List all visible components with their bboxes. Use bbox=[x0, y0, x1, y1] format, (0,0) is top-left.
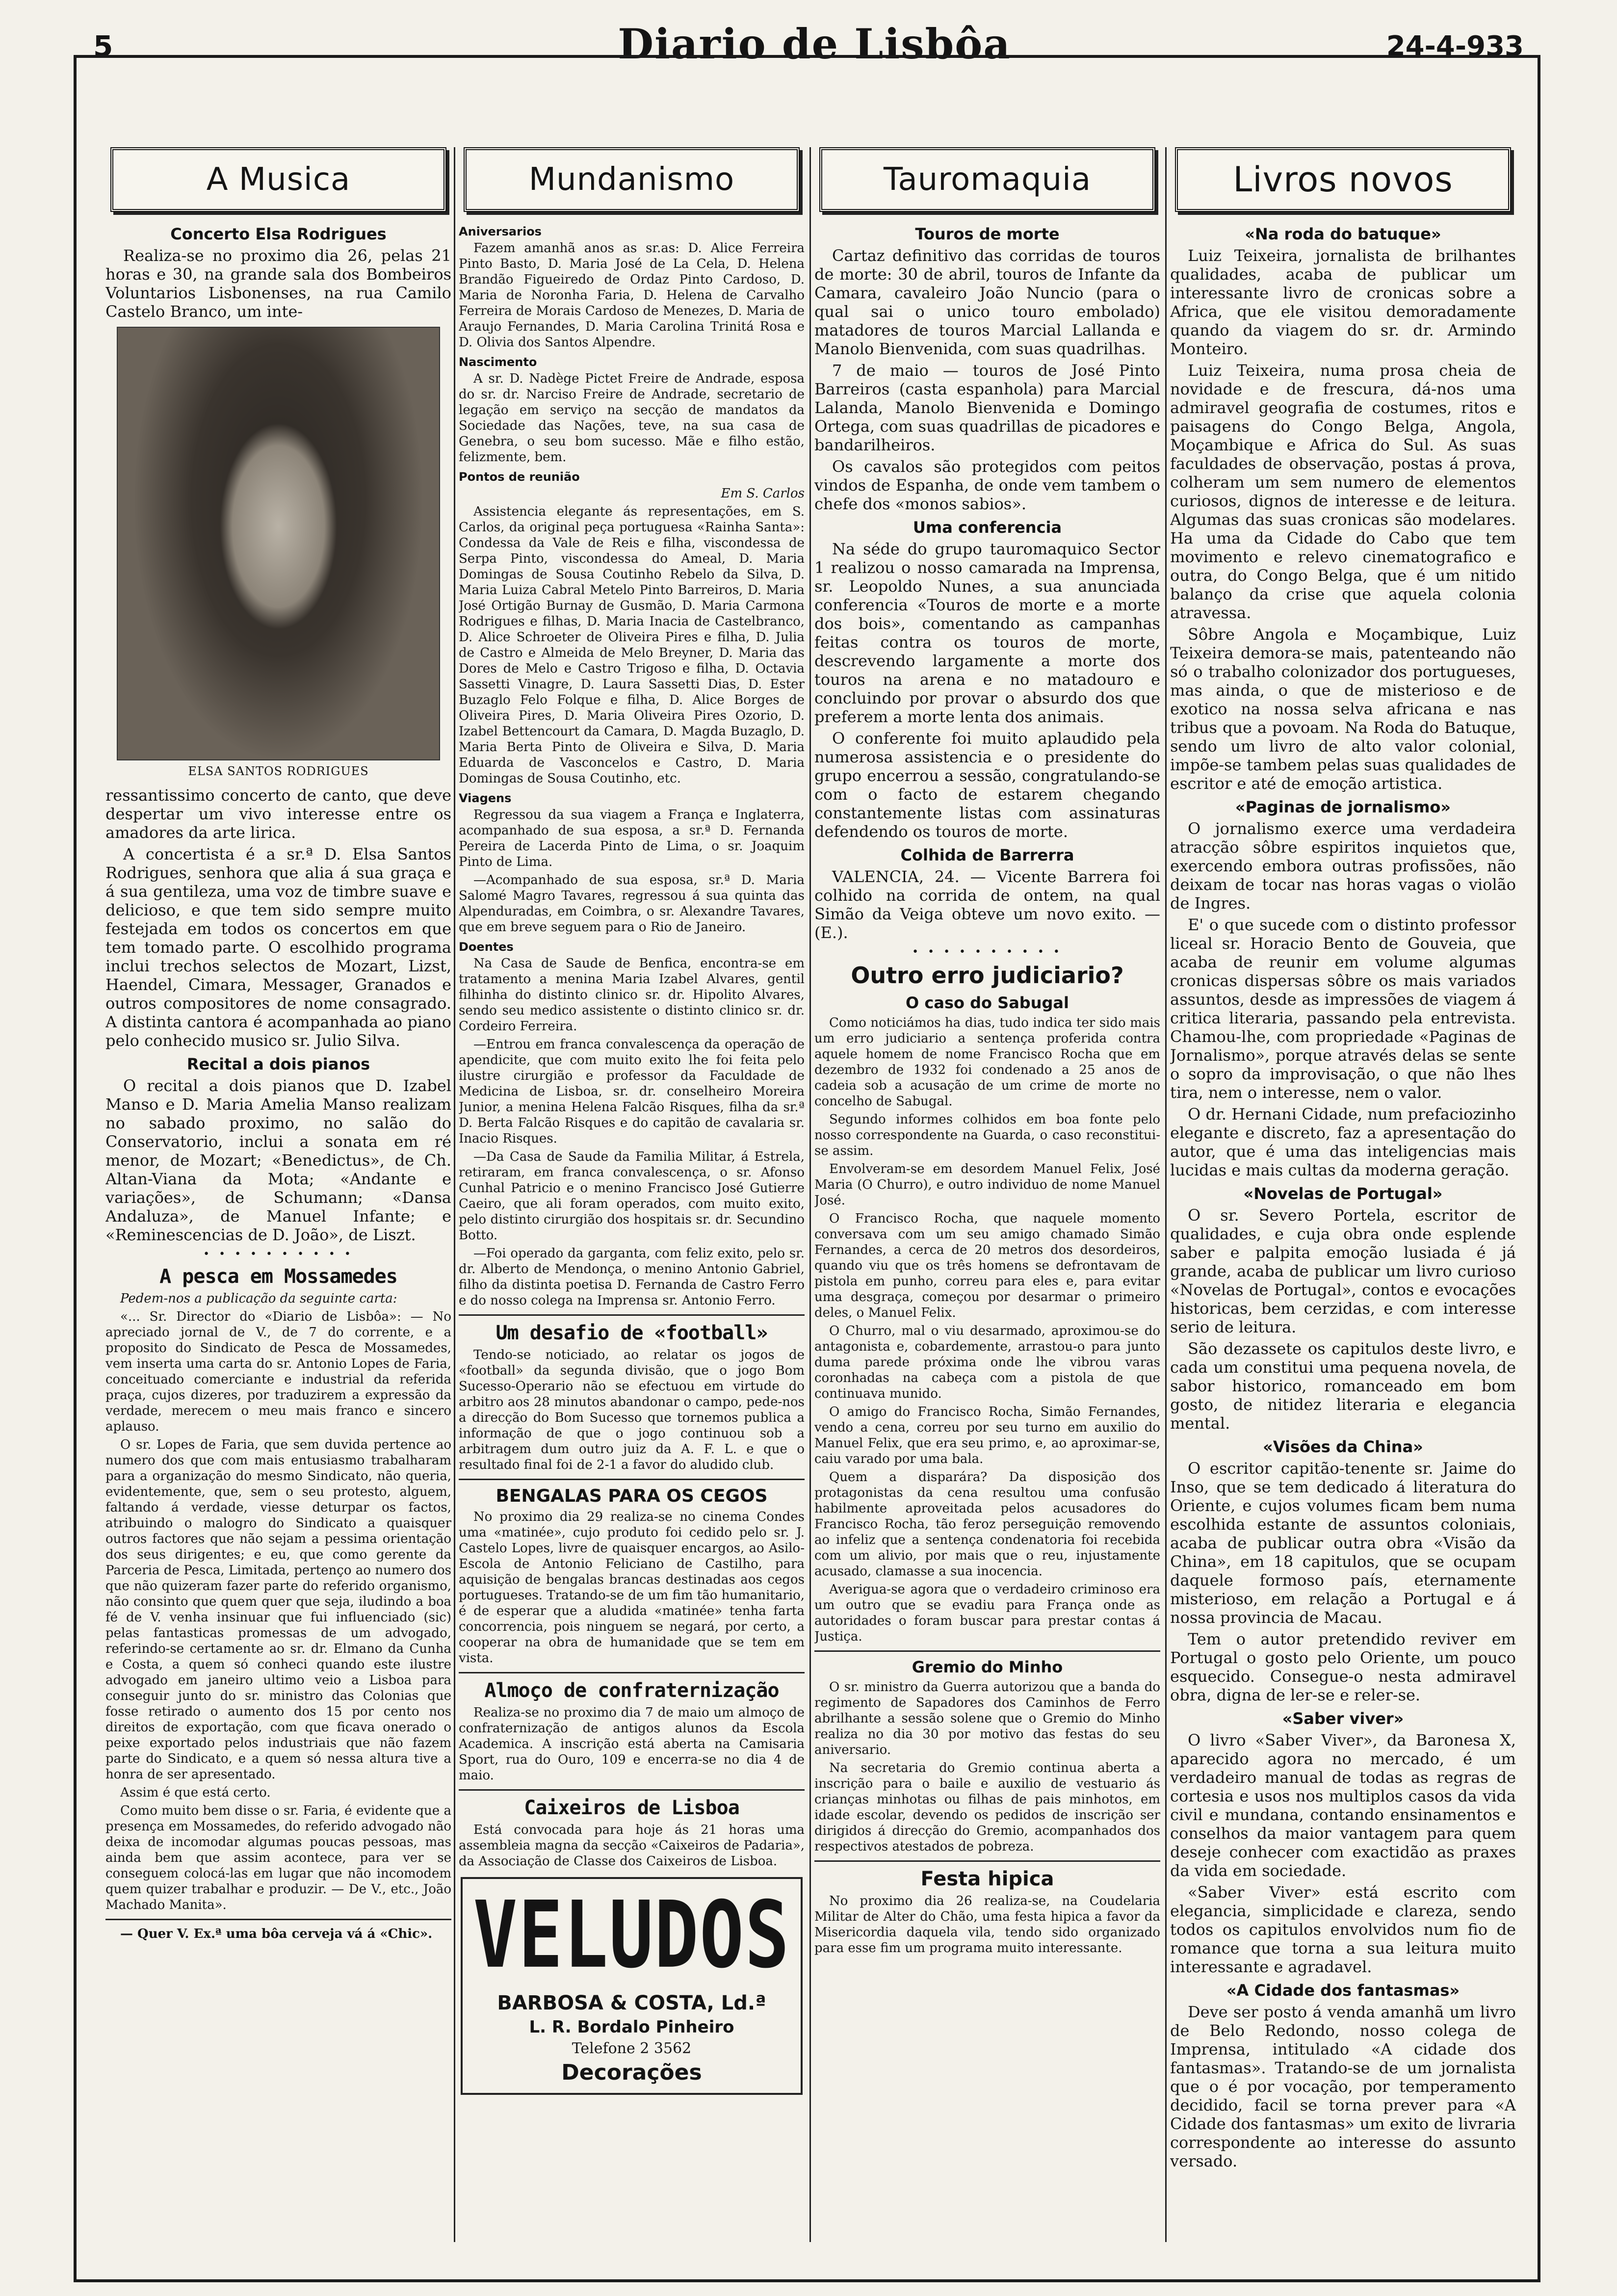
paragraph: Pedem-nos a publicação da seguinte carta: bbox=[120, 1291, 397, 1306]
page-number: 5 bbox=[93, 29, 113, 63]
column-divider bbox=[454, 147, 455, 2242]
article-title: «Saber viver» bbox=[1282, 1709, 1404, 1728]
article-subtitle: O caso do Sabugal bbox=[906, 993, 1069, 1012]
section-label: Doentes bbox=[459, 940, 514, 954]
paragraph: O dr. Hernani Cidade, num prefaciozinho elegante e discreto, faz a apresentação do autor, que é uma das inteligencias mais lucidas e mais cultas da moderna geração. bbox=[1170, 1105, 1516, 1179]
ad-phone: Telefone 2 3562 bbox=[572, 2040, 692, 2057]
section-header-musica: A Musica bbox=[110, 147, 446, 212]
paragraph: Luiz Teixeira, jornalista de brilhantes qualidades, acaba de publicar um interessante livro de cronicas sobre a Africa, que ele visitou demoradamente quando da viagem do sr. dr. Armindo Monteiro. bbox=[1170, 246, 1516, 358]
paragraph: Como noticiámos ha dias, tudo indica ter sido mais um erro judiciario a sentença proferida contra aquele homem de nome Francisco Rocha que em dezembro de 1932 foi condenado a 25 anos de cadeia sob a acusação de um crime de morte no concelho de Sabugal. bbox=[814, 1016, 1160, 1109]
paragraph: O sr. ministro da Guerra autorizou que a banda do regimento de Sapadores dos Caminhos de Ferro abrilhante a sessão solene que o Gremio do Minho realiza no dia 30 por motivo das festas do seu aniversario. bbox=[814, 1680, 1160, 1757]
paragraph: Averigua-se agora que o verdadeiro criminoso era um outro que se evadiu para França onde as autoridades o foram buscar para prestar contas á Justiça. bbox=[814, 1582, 1160, 1644]
divider bbox=[459, 1314, 805, 1316]
article-title: «A Cidade dos fantasmas» bbox=[1226, 1981, 1460, 2000]
column-divider bbox=[809, 147, 811, 2242]
divider bbox=[459, 1789, 805, 1791]
article-title: «Novelas de Portugal» bbox=[1243, 1184, 1443, 1203]
paragraph: Na secretaria do Gremio continua aberta a inscrição para o baile e auxilio de vestuario ás crianças minhotas ou filhas de pais minhotos, em idade escolar, devendo os pedidos de inscrição ser dirigidos á direcção do Gremio, acompanhados dos respectivos atestados de pobreza. bbox=[814, 1761, 1160, 1854]
ornament-divider: • • • • • • • • • • bbox=[912, 946, 1063, 958]
paragraph: Os cavalos são protegidos com peitos vindos de Espanha, de onde vem tambem o chefe dos «monos sabios». bbox=[814, 457, 1160, 513]
paragraph: Fazem amanhã anos as sr.as: D. Alice Ferreira Pinto Basto, D. Maria José de La Cela, D. Helena Brandão Figueiredo de Ordaz Pinto Cardoso, D. Maria de Noronha Faria, D. Helena de Carvalho Ferreira de Morais Cardoso de Menezes, D. Maria de Araujo Fernandes, D. Maria Carolina Trinitá Rosa e D. Olivia dos Santos Alpendre. bbox=[459, 241, 805, 350]
masthead bbox=[0, 0, 1617, 68]
article-title: Gremio do Minho bbox=[912, 1658, 1063, 1676]
advertisement bbox=[461, 1877, 803, 2095]
divider bbox=[105, 1919, 451, 1920]
paragraph: ressantissimo concerto de canto, que deve despertar um vivo interesse entre os amadores da arte lirica. bbox=[105, 786, 451, 842]
paragraph: Assistencia elegante ás representações, em S. Carlos, da original peça portuguesa «Rainha Santa»: Condessa da Vale de Reis e filha, viscondessa de Serpa Pinto, viscondessa do Ameal, D. Maria Domingas de Sousa Coutinho Rebelo da Silva, D. Maria Luiza Cabral Metelo Pinto Barreiros, D. Maria José Ortigão Burnay de Gusmão, D. Maria Carmona Rodrigues e filhas, D. Maria Inacia de Castelbranco, D. Alice Schroeter de Oliveira Pires e filha, D. Julia de Castro e Almeida de Melo Breyner, D. Maria das Dores de Melo e Castro Trigoso e filha, D. Octavia Sassetti Vinagre, D. Laura Sassetti Dias, D. Ester Buzaglo Felo Folque e filha, D. Alice Borges de Oliveira Pires, D. Maria Oliveira Pires Ozorio, D. Izabel Bettencourt da Camara, D. Magda Buzaglo, D. Maria Berta Pinto de Oliveira e Silva, D. Maria Eduarda de Vasconcelos e Castro, D. Maria Domingas de Sousa Coutinho, etc. bbox=[459, 504, 805, 786]
paragraph: VALENCIA, 24. — Vicente Barrera foi colhido na corrida de ontem, na qual Simão da Veiga obteve um novo exito. — (E.). bbox=[814, 867, 1160, 942]
paragraph: O Francisco Rocha, que naquele momento conversava com um seu amigo chamado Simão Fernandes, a cerca de 20 metros dos desordeiros, quando viu que os três homens se defrontavam de pistola em punho, correu para eles e, para evitar uma desgraça, começou por desarmar o primeiro deles, o Manuel Felix. bbox=[814, 1211, 1160, 1320]
column-musica bbox=[105, 123, 451, 2252]
paragraph: Cartaz definitivo das corridas de touros de morte: 30 de abril, touros de Infante da Camara, cavaleiro João Nuncio (para o qual sai o unico touro embolado) matadores de touros Marcial Lallanda e Manolo Bienvenida, com suas quadrilhas. bbox=[814, 246, 1160, 358]
paragraph: O sr. Lopes de Faria, que sem duvida pertence ao numero dos que com mais entusiasmo trabalharam para a organização do mesmo Sindicato, não queria, evidentemente, que, sem o seu protesto, alguem, faltando á verdade, viesse deturpar os factos, atribuindo o malogro do Sindicato a quaisquer outros factores que não sejam a pessima orientação dos seus dirigentes; e eu, que como gerente da Parceria de Pesca, Limitada, pertenço ao numero dos que não quizeram fazer parte do referido organismo, não consinto que quem quer que seja, iludindo a boa fé de V. venha insinuar que fui influenciado (sic) pelas fantasticas promessas de um advogado, referindo-se certamente ao sr. dr. Elmano da Cunha e Costa, a quem só conheci quando este ilustre advogado em janeiro ultimo veio a Lisboa para conseguir junto do sr. ministro das Colonias que fosse retirado o aumento dos 15 por cento nos direitos de exportação, com que ficava onerado o peixe exportado pelos industriais que não fazem parte do Sindicato, e a quem só nessa altura tive a honra de ser apresentado. bbox=[105, 1437, 451, 1782]
article-title: Colhida de Barrerra bbox=[900, 846, 1074, 864]
paragraph: 7 de maio — touros de José Pinto Barreiros (casta espanhola) para Marcial Lalanda, Manolo Bienvenida e Domingo Ortega, com suas quadrillas de picadores e bandarilheiros. bbox=[814, 361, 1160, 454]
article-title: Recital a dois pianos bbox=[186, 1055, 370, 1073]
column-divider bbox=[1165, 147, 1167, 2242]
paragraph: Realiza-se no proximo dia 26, pelas 21 horas e 30, na grande sala dos Bombeiros Voluntarios Lisbonenses, na rua Camilo Castelo Branco, um inte- bbox=[105, 246, 451, 321]
paragraph: —Acompanhado de sua esposa, sr.ª D. Maria Salomé Magro Tavares, regressou á sua quinta das Alpenduradas, em Coimbra, o sr. Alexandre Tavares, que em breve seguem para o Rio de Janeiro. bbox=[459, 873, 805, 935]
paragraph: Deve ser posto á venda amanhã um livro de Belo Redondo, nosso colega de Imprensa, intitulado «A cidade dos fantasmas». Tratando-se de um jornalista que o é por vocação, por temperamento decidido, facil se torna prever para «A Cidade dos fantasmas» um exito de livraria correspondente ao interesse do assunto versado. bbox=[1170, 2003, 1516, 2170]
section-header-tauromaquia: Tauromaquia bbox=[819, 147, 1155, 212]
divider bbox=[814, 1860, 1160, 1862]
paragraph: «... Sr. Director do «Diario de Lisbôa»: — No apreciado jornal de V., de 7 do corrente, e a proposito do Sindicato de Pesca de Mossamedes, vem inserta uma carta do sr. Antonio Lopes de Faria, conceituado comerciante e industrial da referida praça, cujos dizeres, por traduzirem a expressão da verdade, merecem o meu mais franco e sincero aplauso. bbox=[105, 1309, 451, 1434]
paragraph: —Da Casa de Saude da Familia Militar, á Estrela, retiraram, em franca convalescença, o sr. Afonso Cunhal Patricio e o menino Francisco José Gutierre Caeiro, que ali foram operados, com muito exito, pelo distinto cirurgião dos hospitais sr. dr. Secundino Botto. bbox=[459, 1149, 805, 1243]
ornament-divider: • • • • • • • • • • bbox=[203, 1248, 354, 1260]
paragraph: Está convocada para hoje ás 21 horas uma assembleia magna da secção «Caixeiros de Padaria», da Associação de Classe dos Caixeiros de Lisboa. bbox=[459, 1823, 805, 1869]
ad-name: L. R. Bordalo Pinheiro bbox=[529, 2017, 734, 2037]
paragraph: Assim é que está certo. bbox=[120, 1785, 271, 1800]
paragraph: O recital a dois pianos que D. Izabel Manso e D. Maria Amelia Manso realizam no sabado proximo, no salão do Conservatorio, inclui a sonata em ré menor, de Mozart; «Benedictus», de Ch. Altan-Viana da Mota; «Andante e variações», de Schumann; «Dansa Andaluza», de Manuel Infante; e «Reminescencias de D. João», de Liszt. bbox=[105, 1076, 451, 1244]
section-label: Pontos de reunião bbox=[459, 470, 580, 484]
section-label: Viagens bbox=[459, 791, 512, 805]
paragraph: Envolveram-se em desordem Manuel Felix, José Maria (O Churro), e outro individuo de nome Manuel José. bbox=[814, 1162, 1160, 1208]
article-title: BENGALAS PARA OS CEGOS bbox=[496, 1486, 768, 1506]
paragraph: Segundo informes colhidos em boa fonte pelo nosso correspondente na Guarda, o caso reconstitui-se assim. bbox=[814, 1112, 1160, 1158]
article-title: Outro erro judiciario? bbox=[851, 962, 1124, 989]
paragraph: Na séde do grupo tauromaquico Sector 1 realizou o nosso camarada na Imprensa, sr. Leopoldo Nunes, a sua anunciada conferencia «Touros de morte e a morte dos bois», comentando as campanhas feitas contra os touros de morte, descrevendo largamente a morte dos touros na arena e no matadouro e concluindo por provar o absurdo dos que preferem a morte lenta dos animais. bbox=[814, 540, 1160, 726]
column-tauromaquia bbox=[814, 123, 1160, 2252]
article-title: Caixeiros de Lisboa bbox=[524, 1797, 739, 1819]
newspaper-title: Diario de Lisbôa bbox=[618, 20, 1011, 68]
divider bbox=[814, 1650, 1160, 1652]
paragraph: Realiza-se no proximo dia 7 de maio um almoço de confraternização de antigos alunos da Escola Academica. A inscrição está aberta na Camisaria Sport, rua do Ouro, 109 e encerra-se no dia 4 de maio. bbox=[459, 1705, 805, 1783]
paragraph: Quem a disparára? Da disposição dos protagonistas da cena resultou uma confusão habilmente aproveitada pelos acusadores do Francisco Rocha, tão feroz perseguição removendo ao infeliz que a sentença condenatoria foi recebida com um alivio, por mais que o reu, injustamente acusado, clamasse a sua inocencia. bbox=[814, 1470, 1160, 1579]
paragraph: —Foi operado da garganta, com feliz exito, pelo sr. dr. Alberto de Mendonça, o menino Antonio Gabriel, filho da distinta poetisa D. Fernanda de Castro Ferro e do nosso colega na Imprensa sr. Antonio Ferro. bbox=[459, 1246, 805, 1308]
paragraph: —Entrou em franca convalescença da operação de apendicite, que com muito exito lhe foi feita pelo ilustre cirurgião e professor da Faculdade de Medicina de Lisboa, sr. dr. conselheiro Moreira Junior, a menina Helena Falcão Risques, filha da sr.ª D. Berta Falcão Risques e do capitão de cavalaria sr. Inacio Risques. bbox=[459, 1037, 805, 1146]
section-label: Aniversarios bbox=[459, 225, 542, 238]
ad-brand: VELUDOS bbox=[473, 1882, 790, 1989]
article-title: «Na roda do batuque» bbox=[1245, 225, 1441, 243]
article-title: A pesca em Mossamedes bbox=[159, 1265, 397, 1288]
paragraph: São dezassete os capitulos deste livro, e cada um constitui uma pequena novela, de sabor historico, romanceado em bom gosto, de nitidez literaria e elegancia mental. bbox=[1170, 1339, 1516, 1433]
ad-firm: BARBOSA & COSTA, Ld.ª bbox=[497, 1992, 766, 2014]
place-label: Em S. Carlos bbox=[721, 486, 805, 501]
section-label: Nascimento bbox=[459, 355, 537, 369]
paragraph: Tendo-se noticiado, ao relatar os jogos de «football» da segunda divisão, que o jogo Bom Sucesso-Operario não se efectuou em virtude do arbitro aos 28 minutos abandonar o campo, pede-nos a direcção do Bom Sucesso que tornemos publica a informação de que o jogo continuou sob a arbitragem dum outro juiz da A. F. L. e que o resultado final foi de 2-1 a favor do aludido club. bbox=[459, 1348, 805, 1472]
paragraph: O escritor capitão-tenente sr. Jaime do Inso, que se tem dedicado á literatura do Oriente, e cujos volumes ficam bem numa escolhida estante de assuntos coloniais, acaba de publicar outra obra «Visão da China», em 18 capitulos, que se ocupam daquele formoso país, eternamente misterioso, em relação a Portugal e á nossa provincia de Macau. bbox=[1170, 1459, 1516, 1627]
paragraph: Regressou da sua viagem a França e Inglaterra, acompanhado de sua esposa, a sr.ª D. Fernanda Pereira de Lacerda Pinto de Lima, o sr. Joaquim Pinto de Lima. bbox=[459, 808, 805, 869]
article-title: «Paginas de jornalismo» bbox=[1235, 798, 1451, 816]
paragraph: O amigo do Francisco Rocha, Simão Fernandes, vendo a cena, correu por seu turno em auxilio do Manuel Felix, que era seu primo, e, ao aproximar-se, caiu varado por uma bala. bbox=[814, 1405, 1160, 1466]
paragraph: Tem o autor pretendido reviver em Portugal o gosto pelo Oriente, um pouco esquecido. Consegue-o nesta admiravel obra, digna de ler-se e reler-se. bbox=[1170, 1630, 1516, 1704]
section-header-mundanismo: Mundanismo bbox=[464, 147, 800, 212]
article-title: Festa hipica bbox=[920, 1868, 1054, 1890]
article-title: Concerto Elsa Rodrigues bbox=[170, 225, 387, 243]
paragraph: Luiz Teixeira, numa prosa cheia de novidade e de frescura, dá-nos uma admiravel geografia de costumes, ritos e paisagens do Congo Belga, Angola, Moçambique e Africa do Sul. As suas faculdades de observação, postas á prova, colheram um sem numero de elementos curiosos, dignos de interesse e de leitura. Algumas das suas cronicas são modelares. Ha uma da Cidade do Cabo que tem movimento e relevo cinematografico e outra, do Congo Belga, que é um nitido balanço da crise que aquela colonia atravessa. bbox=[1170, 361, 1516, 622]
paragraph: No proximo dia 26 realiza-se, na Coudelaria Militar de Alter do Chão, uma festa hipica a favor da Misericordia daquela vila, tendo sido organizado para esse fim um programa muito interessante. bbox=[814, 1894, 1160, 1956]
paragraph: O sr. Severo Portela, escritor de qualidades, e cuja obra onde esplende saber e palpita emoção lusiada é já grande, acaba de publicar um livro curioso «Novelas de Portugal», contos e evocações historicas, bem cerzidas, e com interesse serio de leitura. bbox=[1170, 1206, 1516, 1336]
paragraph: A concertista é a sr.ª D. Elsa Santos Rodrigues, senhora que alia á sua graça e á sua gentileza, uma voz de timbre suave e delicioso, e que tem sido sempre muito festejada em todos os concertos em que tem tomado parte. O escolhido programa inclui trechos selectos de Mozart, Lizst, Haendel, Cimara, Messager, Granados e outros compositores de nome consagrado. A distinta cantora é acompanhada ao piano pelo conhecido musico sr. Julio Silva. bbox=[105, 845, 451, 1050]
column-mundanismo bbox=[459, 123, 805, 2252]
paragraph: Na Casa de Saude de Benfica, encontra-se em tratamento a menina Maria Izabel Alvares, gentil filhinha do distinto clinico sr. dr. Hipolito Alvares, sendo seu medico assistente o distinto clinico sr. dr. Cordeiro Ferreira. bbox=[459, 956, 805, 1034]
photo-caption: ELSA SANTOS RODRIGUES bbox=[188, 764, 369, 778]
portrait-photo bbox=[117, 327, 440, 760]
paragraph: Sôbre Angola e Moçambique, Luiz Teixeira demora-se mais, patenteando não só o trabalho colonizador dos portugueses, mas ainda, o que de misterioso e de exotico na nossa selva africana e nas tribus que a povoam. Na Roda do Batuque, sendo um livro de alto valor colonial, impõe-se tambem pelas suas qualidades de escritor e até de emoção artistica. bbox=[1170, 625, 1516, 793]
footer-ad: — Quer V. Ex.ª uma bôa cerveja vá á «Chic». bbox=[120, 1927, 433, 1941]
paragraph: «Saber Viver» está escrito com elegancia, simplicidade e clareza, sendo todos os capitulos envolvidos num fio de romance que torna a sua leitura muito interessante e agradavel. bbox=[1170, 1883, 1516, 1976]
paragraph: O Churro, mal o viu desarmado, aproximou-se do antagonista e, cobardemente, arrastou-o para junto duma parede próxima onde lhe vibrou varas coronhadas na cabeça com a pistola de que continuava munido. bbox=[814, 1324, 1160, 1401]
paragraph: E' o que sucede com o distinto professor liceal sr. Horacio Bento de Gouveia, que acaba de reunir em volume algumas cronicas dispersas sôbre os mais variados assuntos, desde as impressões de viagem á critica literaria, passando pela entrevista. Chamou-lhe, com propriedade «Paginas de Jornalismo», porque através delas se sente o sopro da improvisação, o que não lhes tira, nem o interesse, nem o valor. bbox=[1170, 915, 1516, 1102]
paragraph: Como muito bem disse o sr. Faria, é evidente que a presença em Mossamedes, do referido advogado não deixa de incomodar algumas poucas pessoas, mas ainda bem que assim acontece, para ver se conseguem colocá-las em lugar que não incomodem quem quizer trabalhar e produzir. — De V., etc., João Machado Manita». bbox=[105, 1803, 451, 1912]
article-title: Uma conferencia bbox=[913, 518, 1062, 537]
paragraph: O jornalismo exerce uma verdadeira atracção sôbre espiritos inquietos que, exercendo embora outras profissões, não deixam de tocar nas horas vagas o violão de Ingres. bbox=[1170, 819, 1516, 913]
divider bbox=[459, 1672, 805, 1673]
divider bbox=[459, 1479, 805, 1480]
column-livros-novos bbox=[1170, 123, 1516, 2252]
issue-date: 24-4-933 bbox=[1386, 30, 1524, 62]
paragraph: A sr. D. Nadège Pictet Freire de Andrade, esposa do sr. dr. Narciso Freire de Andrade, secretario de legação em serviço na secção de mandatos da Sociedade das Nações, teve, na sua casa de Genebra, o seu bom sucesso. Mãe e filho estão, felizmente, bem. bbox=[459, 371, 805, 465]
paragraph: No proximo dia 29 realiza-se no cinema Condes uma «matinée», cujo produto foi cedido pelo sr. J. Castelo Lopes, livre de quaisquer encargos, ao Asilo-Escola de Antonio Feliciano de Castilho, para aquisição de bengalas brancas destinadas aos cegos portugueses. Tratando-se de um fim tão humanitario, é de esperar que a aludida «matinée» tenha farta concorrencia, pois ninguem se negará, por certo, a cooperar na obra de humanidade que se tem em vista. bbox=[459, 1510, 805, 1666]
paragraph: O livro «Saber Viver», da Baronesa X, aparecido agora no mercado, é um verdadeiro manual de todas as regras de cortesia e usos nos multiplos casos da vida civil e mundana, contando ensinamentos e conselhos da maior vantagem para quem deseje conhecer com exactidão as praxes da vida em sociedade. bbox=[1170, 1731, 1516, 1880]
section-header-livros-novos: Livros novos bbox=[1175, 147, 1511, 212]
ad-tagline: Decorações bbox=[561, 2060, 702, 2085]
paragraph: O conferente foi muito aplaudido pela numerosa assistencia e o presidente do grupo encerrou a sessão, congratulando-se com o facto de estarem chegando constantemente listas com assinaturas defendendo os touros de morte. bbox=[814, 729, 1160, 841]
article-title: «Visões da China» bbox=[1263, 1437, 1423, 1456]
article-title: Touros de morte bbox=[915, 225, 1060, 243]
article-title: Almoço de confraternização bbox=[484, 1679, 779, 1702]
article-title: Um desafio de «football» bbox=[496, 1322, 768, 1344]
